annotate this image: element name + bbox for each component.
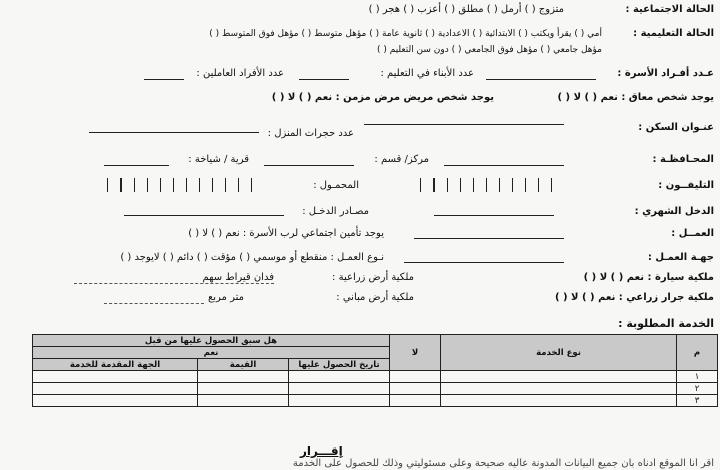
income-field[interactable] — [434, 215, 554, 216]
governorate-label: المحـافظـة : — [652, 154, 714, 165]
family-count-field[interactable] — [486, 79, 596, 80]
education-label: الحالة التعليمية : — [633, 28, 714, 39]
cell-date[interactable] — [289, 371, 390, 383]
marital-row — [6, 0, 714, 20]
col-previous-header: هل سبق الحصول عليها من قبل — [33, 335, 390, 347]
address-field[interactable] — [364, 124, 564, 125]
cell-service-type[interactable] — [441, 383, 677, 395]
table-row[interactable] — [33, 371, 718, 383]
district-label: مركز/ قسم : — [374, 154, 429, 165]
cell-no[interactable] — [390, 371, 441, 383]
car-row — [6, 268, 714, 288]
cell-no[interactable] — [390, 383, 441, 395]
tractor-label[interactable]: ملكية جرار زراعي : نعم ( ) لا ( ) — [554, 292, 714, 303]
rooms-label: عدد حجرات المنزل : — [267, 128, 354, 139]
cell-no[interactable] — [390, 395, 441, 407]
row-number: ٣ — [677, 395, 718, 407]
income-row — [6, 202, 714, 222]
cell-entity[interactable] — [33, 383, 198, 395]
housing-row — [6, 118, 714, 138]
row-number: ١ — [677, 371, 718, 383]
governorate-field[interactable] — [444, 165, 564, 166]
mobile-label: المحمـول : — [313, 180, 359, 191]
col-service-type-header: نوع الخدمة — [441, 335, 677, 371]
education-row-2 — [6, 40, 714, 60]
marital-options[interactable]: متزوج ( ) أرمل ( ) مطلق ( ) أعزب ( ) هجر ( ) — [368, 4, 564, 15]
location-row — [6, 150, 714, 170]
cell-date[interactable] — [289, 395, 390, 407]
car-label[interactable]: ملكية سيارة : نعم ( ) لا ( ) — [583, 272, 714, 283]
table-row[interactable] — [33, 395, 718, 407]
cell-date[interactable] — [289, 383, 390, 395]
work-field[interactable] — [414, 238, 564, 239]
family-count-label: عـدد أفـراد الأسرة : — [617, 68, 714, 79]
service-table — [32, 334, 718, 407]
col-yes-header: نعم — [33, 347, 390, 359]
village-label: قرية / شياخة : — [188, 154, 249, 165]
cell-value[interactable] — [198, 383, 289, 395]
work-type-label[interactable]: نـوع العمـل : منقطع أو موسمي ( ) مؤقت ( ) دائم ( ) لايوجد ( ) — [120, 252, 384, 263]
service-title: الخدمة المطلوبة : — [618, 317, 714, 330]
work-row — [6, 224, 714, 244]
phone-label: التليفــون : — [658, 180, 714, 191]
cell-entity[interactable] — [33, 371, 198, 383]
declaration-title: إقـــرار — [300, 444, 343, 458]
employer-row — [6, 248, 714, 268]
family-row — [6, 64, 714, 84]
cell-entity[interactable] — [33, 395, 198, 407]
col-value-header: القيمة — [198, 359, 289, 371]
employer-label: جهـة العمـل : — [647, 252, 714, 263]
disabled-label[interactable]: يوجد شخص معاق : نعم ( ) لا ( ) — [557, 92, 714, 103]
building-land-label: ملكية أرض مباني : — [336, 292, 414, 303]
table-header-row-1 — [33, 335, 718, 347]
col-m-header: م — [677, 335, 718, 371]
children-edu-field[interactable] — [299, 79, 349, 80]
rooms-field[interactable] — [89, 132, 259, 133]
phone-digit-boxes[interactable] — [420, 178, 564, 192]
col-date-header: تاريخ الحصول عليها — [289, 359, 390, 371]
address-label: عنـوان السكن : — [638, 122, 714, 133]
employer-field[interactable] — [404, 262, 564, 263]
table-row[interactable] — [33, 383, 718, 395]
disabled-row — [6, 88, 714, 108]
tractor-row — [6, 288, 714, 308]
education-options-1[interactable]: أمي ( ) يقرأ ويكتب ( ) الابتدائية ( ) الاعدادية ( ) ثانوية عامة ( ) مؤهل متوسط ( ) مؤهل فوق المتوسط ( ) — [209, 29, 602, 39]
col-no-header: لا — [390, 335, 441, 371]
cell-value[interactable] — [198, 395, 289, 407]
education-options-2[interactable]: مؤهل جامعي ( ) مؤهل فوق الجامعي ( ) دون سن التعليم ( ) — [376, 45, 602, 55]
income-label: الدخل الشهري : — [634, 206, 714, 217]
cell-service-type[interactable] — [441, 395, 677, 407]
land-label: ملكية أرض زراعية : — [332, 272, 414, 283]
chronic-label[interactable]: يوجد شخص مريض مرض مزمن : نعم ( ) لا ( ) — [271, 92, 494, 103]
marital-label: الحالة الاجتماعية : — [625, 4, 714, 15]
phone-row — [6, 176, 714, 196]
cell-service-type[interactable] — [441, 371, 677, 383]
income-sources-label: مصـادر الدخـل : — [302, 206, 369, 217]
land-units: فدان قيراط سهم — [202, 272, 274, 283]
land-field[interactable] — [74, 283, 274, 284]
work-label: العمــل : — [671, 228, 714, 239]
building-units: متر مربع — [207, 292, 244, 303]
mobile-digit-boxes[interactable] — [107, 178, 264, 192]
cell-value[interactable] — [198, 371, 289, 383]
service-title-row — [6, 314, 714, 334]
children-edu-label: عدد الأبناء في التعليم : — [380, 68, 474, 79]
building-field[interactable] — [104, 303, 204, 304]
workers-label: عدد الأفراد العاملين : — [196, 68, 284, 79]
district-field[interactable] — [264, 165, 354, 166]
row-number: ٢ — [677, 383, 718, 395]
village-field[interactable] — [104, 165, 169, 166]
income-sources-field[interactable] — [124, 215, 284, 216]
col-entity-header: الجهة المقدمة للخدمة — [33, 359, 198, 371]
declaration-text: أقر أنا الموقع أدناه بأن جميع البيانات المدونة عاليه صحيحة وعلى مسئوليتي وذلك للحصول على الخدمة — [292, 458, 714, 469]
workers-field[interactable] — [144, 79, 184, 80]
insurance-label[interactable]: يوجد تأمين اجتماعي لرب الأسرة : نعم ( ) لا ( ) — [188, 228, 384, 239]
